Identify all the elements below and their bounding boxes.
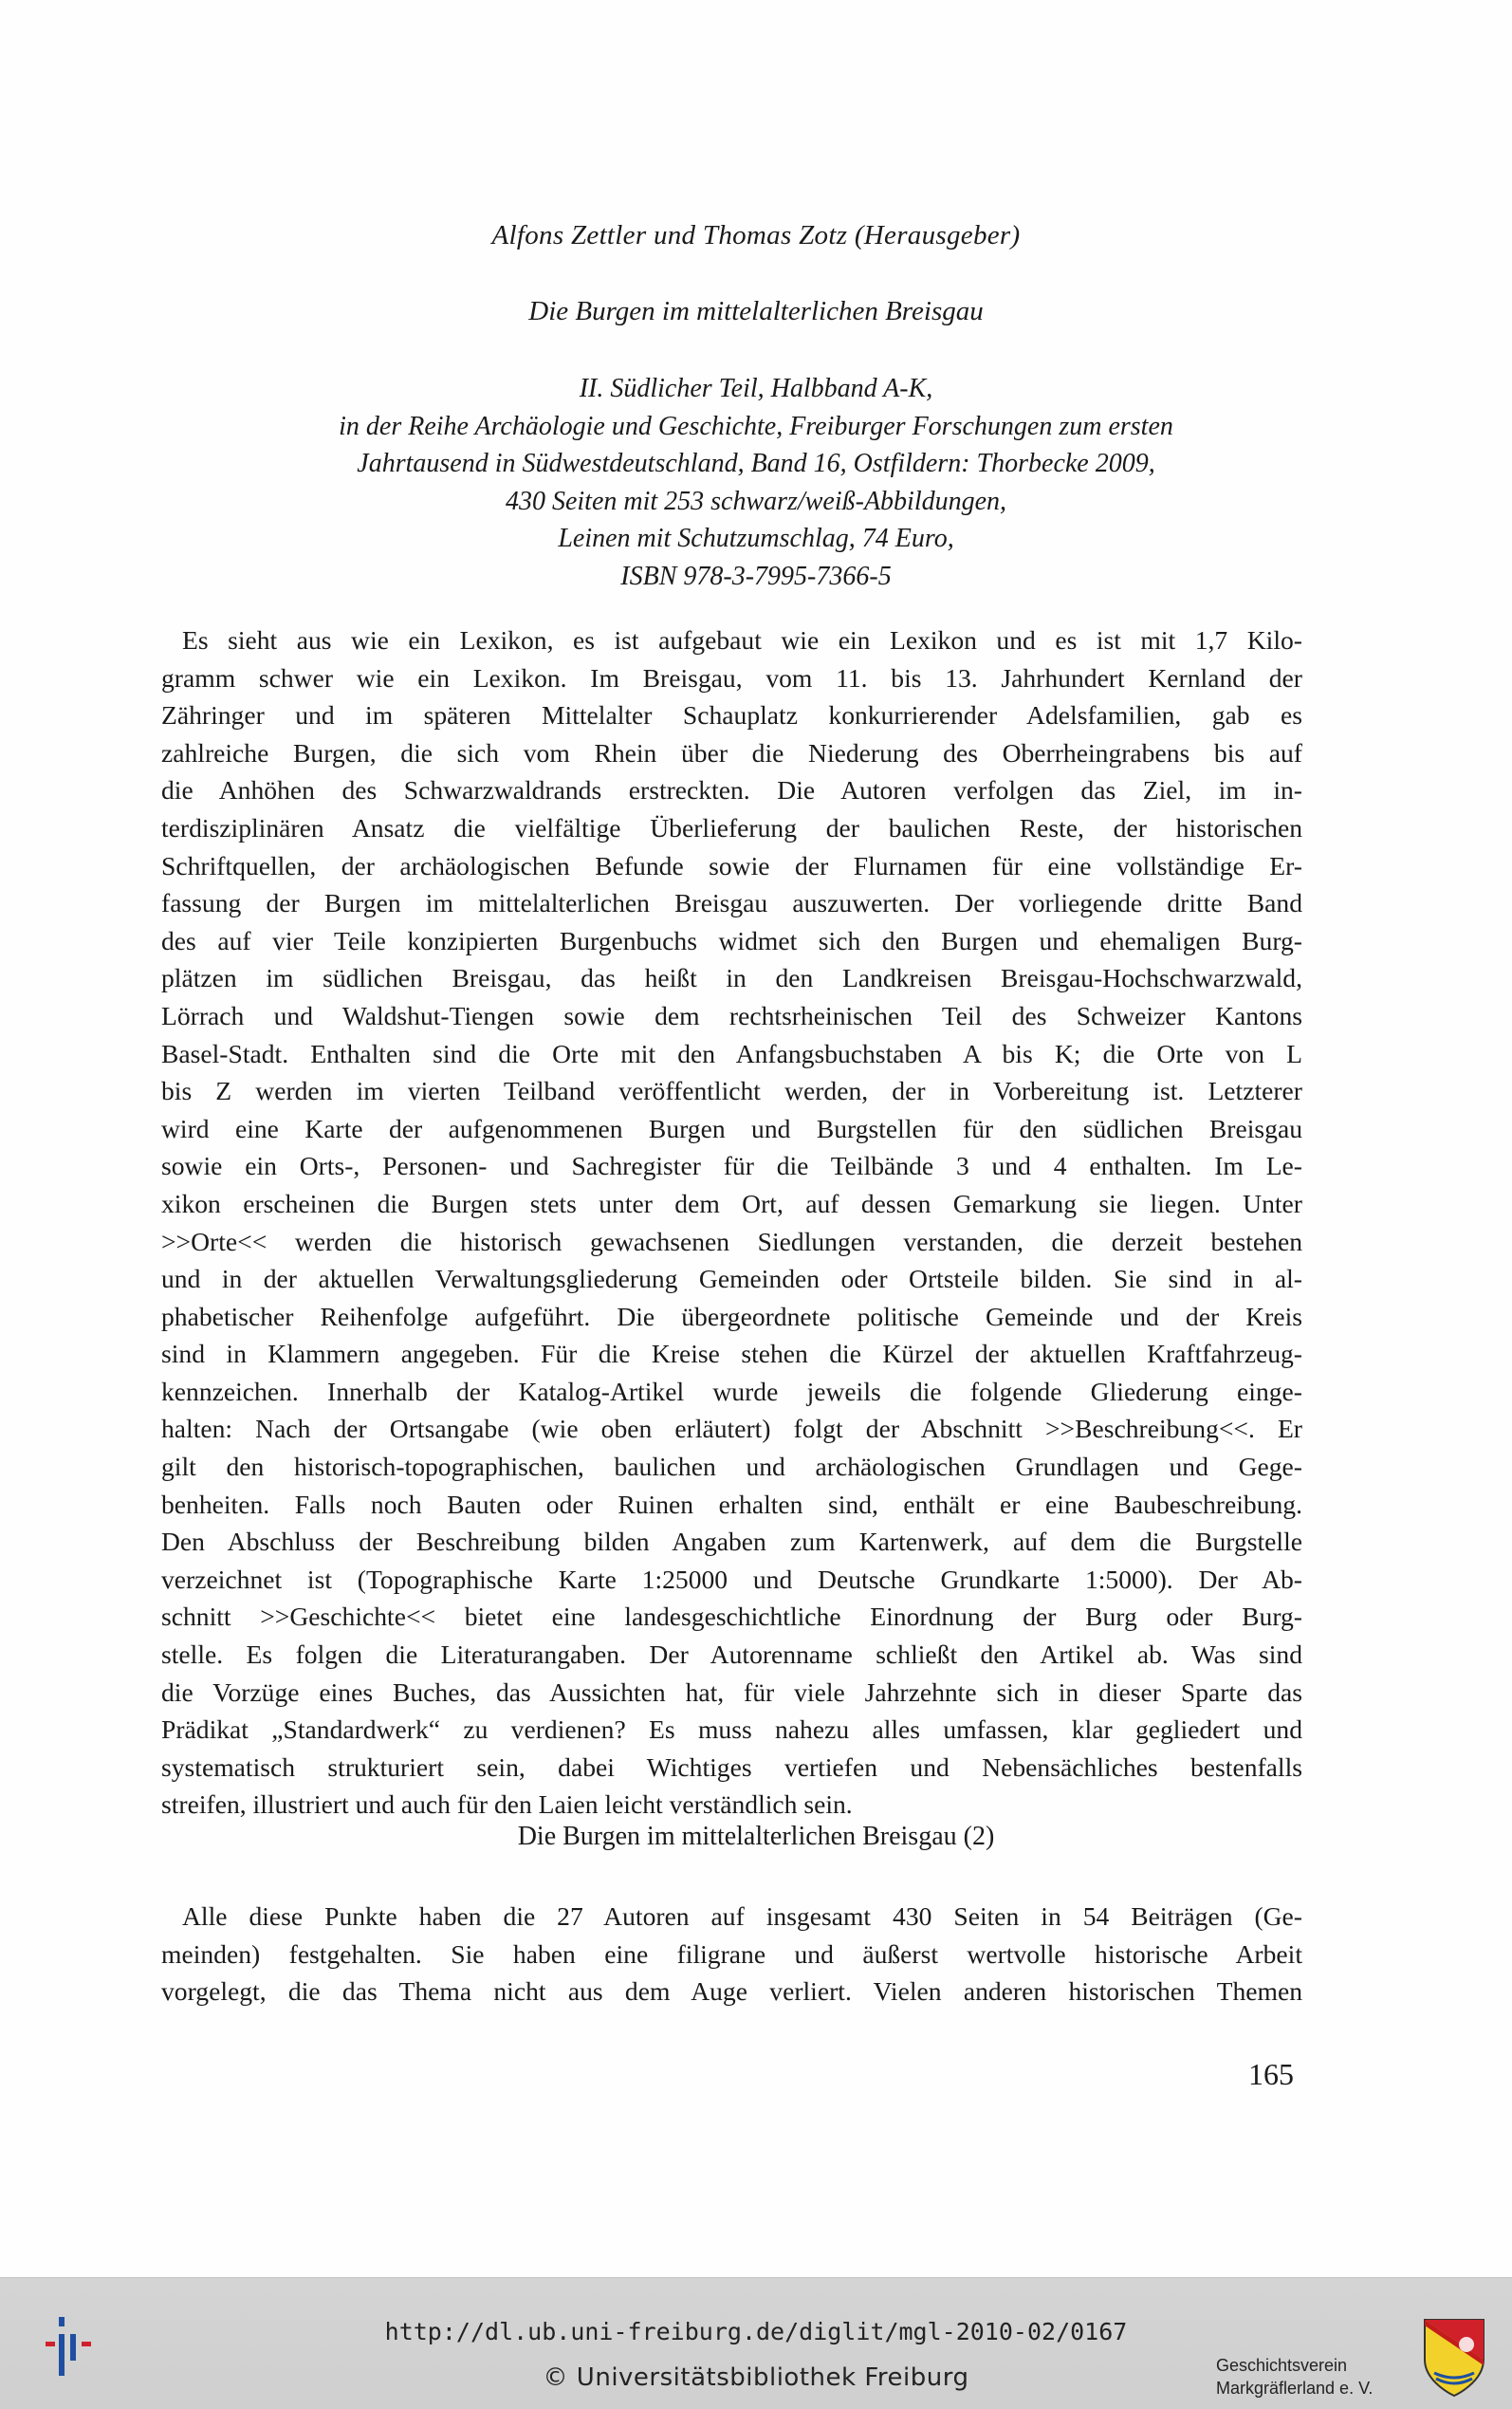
text-line: die Anhöhen des Schwarzwaldrands erstreckten. Die Autoren verfolgen das Ziel, im in-	[161, 775, 1302, 806]
text-line: Schriftquellen, der archäologischen Befunde sowie der Flurnamen für eine vollständige Er-	[161, 850, 1302, 880]
society-name	[1216, 2354, 1373, 2400]
bib-line: 430 Seiten mit 253 schwarz/weiß-Abbildungen,	[505, 486, 1007, 516]
source-url-link[interactable]: http://dl.ub.uni-freiburg.de/diglit/mgl-2010-02/0167	[384, 2318, 1128, 2345]
text-line: Alle diese Punkte haben die 27 Autoren auf insgesamt 430 Seiten in 54 Beiträgen (Ge-	[182, 1901, 1302, 1931]
text-line: Basel-Stadt. Enthalten sind die Orte mit den Anfangsbuchstaben A bis K; die Orte von L	[161, 1038, 1302, 1068]
text-line: die Vorzüge eines Buches, das Aussichten hat, für viele Jahrzehnte sich in dieser Sparte das	[161, 1677, 1302, 1707]
text-line: kennzeichen. Innerhalb der Katalog-Artikel wurde jeweils die folgende Gliederung einge-	[161, 1376, 1302, 1406]
text-line: halten: Nach der Ortsangabe (wie oben erläutert) folgt der Abschnitt >>Beschreibung<<. Er	[161, 1414, 1302, 1444]
text-line: streifen, illustriert und auch für den Laien leicht verständlich sein.	[161, 1789, 853, 1820]
bib-line: ISBN 978-3-7995-7366-5	[620, 561, 892, 591]
text-line: fassung der Burgen im mittelalterlichen Breisgau auszuwerten. Der vorliegende dritte Band	[161, 888, 1302, 918]
bib-line: in der Reihe Archäologie und Geschichte, Freiburger Forschungen zum ersten	[339, 411, 1173, 441]
text-line: phabetischer Reihenfolge aufgeführt. Die übergeordnete politische Gemeinde und der Kreis	[161, 1301, 1302, 1331]
text-line: benheiten. Falls noch Bauten oder Ruinen erhalten sind, enthält er eine Baubeschreibung.	[161, 1489, 1302, 1519]
text-line: gilt den historisch-topographischen, baulichen und archäologischen Grundlagen und Gege-	[161, 1452, 1302, 1482]
text-line: meinden) festgehalten. Sie haben eine filigrane und äußerst wertvolle historische Arbeit	[161, 1938, 1302, 1969]
text-line: stelle. Es folgen die Literaturangaben. Der Autorenname schließt den Artikel ab. Was sind	[161, 1640, 1302, 1670]
bibliographic-details	[0, 370, 1512, 595]
text-line: plätzen im südlichen Breisgau, das heißt in den Landkreisen Breisgau-Hochschwarzwald,	[161, 963, 1302, 993]
text-line: wird eine Karte der aufgenommenen Burgen und Burgstellen für den südlichen Breisgau	[161, 1113, 1302, 1143]
text-line: xikon erscheinen die Burgen stets unter dem Ort, auf dessen Gemarkung sie liegen. Unter	[161, 1188, 1302, 1218]
society-name-line: Markgräflerland e. V.	[1216, 2379, 1374, 2398]
text-line: gramm schwer wie ein Lexikon. Im Breisgau, vom 11. bis 13. Jahrhundert Kernland der	[161, 662, 1302, 693]
footer-bar	[0, 2277, 1512, 2409]
text-line: des auf vier Teile konzipierten Burgenbuchs widmet sich den Burgen und ehemaligen Burg-	[161, 925, 1302, 955]
text-line: Prädikat „Standardwerk“ zu verdienen? Es muss nahezu alles umfassen, klar gegliedert und	[161, 1714, 1302, 1745]
bib-line: Leinen mit Schutzumschlag, 74 Euro,	[558, 524, 954, 553]
section-heading: Die Burgen im mittelalterlichen Breisgau (2)	[517, 1822, 995, 1851]
text-line: vorgelegt, die das Thema nicht aus dem Auge verliert. Vielen anderen historischen Themen	[161, 1976, 1302, 2007]
text-line: Zähringer und im späteren Mittelalter Schauplatz konkurrierender Adelsfamilien, gab es	[161, 700, 1302, 731]
coat-of-arms-icon	[1421, 2316, 1487, 2400]
review-authors: Alfons Zettler und Thomas Zotz (Herausgeber)	[491, 220, 1021, 250]
text-line: Es sieht aus wie ein Lexikon, es ist aufgebaut wie ein Lexikon und es ist mit 1,7 Kilo-	[182, 625, 1302, 655]
text-line: terdisziplinären Ansatz die vielfältige Überlieferung der baulichen Reste, der historischen	[161, 812, 1302, 843]
text-line: systematisch strukturiert sein, dabei Wichtiges vertiefen und Nebensächliches bestenfalls	[161, 1751, 1302, 1782]
text-line: schnitt >>Geschichte<< bietet eine landesgeschichtliche Einordnung der Burg oder Burg-	[161, 1602, 1302, 1632]
text-line: verzeichnet ist (Topographische Karte 1:25000 und Deutsche Grundkarte 1:5000). Der Ab-	[161, 1564, 1302, 1594]
bib-line: II. Südlicher Teil, Halbband A-K,	[579, 374, 933, 403]
book-title: Die Burgen im mittelalterlichen Breisgau	[528, 296, 984, 326]
review-paragraph-2	[161, 1898, 1302, 2011]
text-line: Den Abschluss der Beschreibung bilden Angaben zum Kartenwerk, auf dem die Burgstelle	[161, 1527, 1302, 1557]
text-line: und in der aktuellen Verwaltungsgliederung Gemeinden oder Ortsteile bilden. Sie sind in al-	[161, 1264, 1302, 1294]
copyright-notice: © Universitätsbibliothek Freiburg	[543, 2363, 969, 2392]
page-number: 165	[1248, 2057, 1294, 2091]
text-line: >>Orte<< werden die historisch gewachsenen Siedlungen verstanden, die derzeit bestehen	[161, 1226, 1302, 1256]
text-line: sind in Klammern angegeben. Für die Kreise stehen die Kürzel der aktuellen Kraftfahrzeug-	[161, 1339, 1302, 1369]
text-line: Lörrach und Waldshut-Tiengen sowie dem rechtsrheinischen Teil des Schweizer Kantons	[161, 1000, 1302, 1030]
bib-line: Jahrtausend in Südwestdeutschland, Band 16, Ostfildern: Thorbecke 2009,	[357, 449, 1155, 478]
text-line: zahlreiche Burgen, die sich vom Rhein über die Niederung des Oberrheingrabens bis auf	[161, 737, 1302, 768]
review-paragraph-1	[161, 621, 1302, 1824]
society-name-line: Geschichtsverein	[1216, 2356, 1348, 2375]
text-line: bis Z werden im vierten Teilband veröffentlicht werden, der in Vorbereitung ist. Letzterer	[161, 1076, 1302, 1106]
text-line: sowie ein Orts-, Personen- und Sachregister für die Teilbände 3 und 4 enthalten. Im Le-	[161, 1151, 1302, 1181]
